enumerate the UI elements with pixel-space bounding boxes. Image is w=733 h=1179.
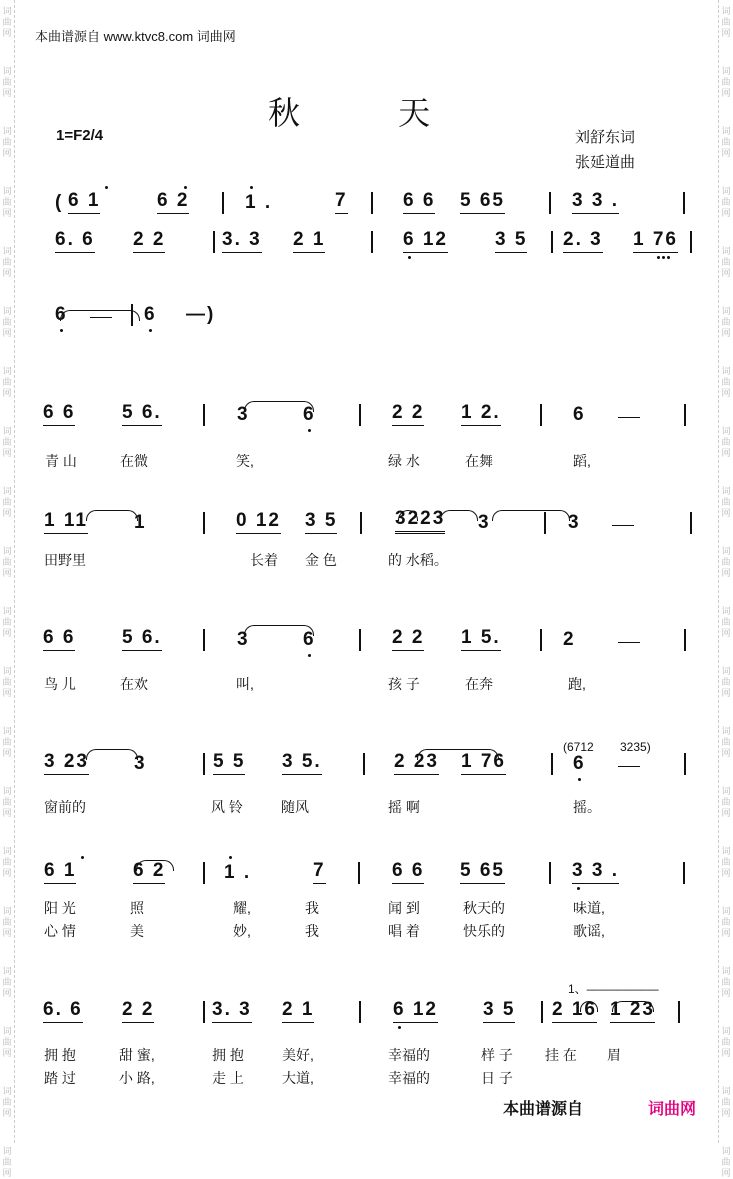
note-group: 3 3 . [572, 190, 619, 214]
watermark-glyphs: 词 曲 网 [2, 546, 12, 578]
watermark-glyphs: 词 曲 网 [721, 486, 731, 518]
note-group: 3 5. [282, 751, 322, 775]
note-group: 3 [134, 753, 147, 774]
note-group: 2. 3 [563, 229, 603, 253]
lyric-word: 在舞 [465, 453, 493, 469]
sustain-dash [618, 766, 640, 768]
watermark-glyphs: 词 曲 网 [721, 366, 731, 398]
barline [684, 629, 686, 651]
lyric-word: 样 子 [481, 1047, 513, 1063]
watermark-glyphs: 词 曲 网 [721, 666, 731, 698]
note-group: 3. 3 [222, 229, 262, 253]
barline [360, 512, 362, 534]
note-group: 3 3 . [572, 860, 619, 884]
slur-arc [244, 401, 314, 412]
sustain-dash [618, 417, 640, 419]
octave-dot-low [398, 1026, 401, 1029]
barline [371, 231, 373, 253]
watermark-glyphs: 词 曲 网 [2, 66, 12, 98]
lyric-word: 跑, [568, 676, 586, 692]
lyric-word: 孩 子 [388, 676, 420, 692]
watermark-glyphs: 词 曲 网 [721, 1026, 731, 1058]
notation-row [0, 225, 733, 265]
octave-dot-high [184, 186, 187, 189]
watermark-glyphs: 词 曲 网 [721, 246, 731, 278]
note-group: ( [55, 192, 64, 213]
lyric-word: 绿 水 [388, 453, 420, 469]
barline [203, 862, 205, 884]
note-group: 3 [237, 404, 250, 425]
watermark-glyphs: 词 曲 网 [2, 486, 12, 518]
sustain-dash [612, 525, 634, 527]
octave-dot-low [408, 256, 411, 259]
slur-arc [86, 749, 138, 760]
note-group: 3 5 [305, 510, 337, 534]
barline [683, 862, 685, 884]
note-group: 3. 3 [212, 999, 252, 1023]
slur-arc [136, 860, 174, 871]
barline [540, 404, 542, 426]
watermark-glyphs: 词 曲 网 [721, 1146, 731, 1178]
lyric-word: 心 情 [44, 923, 76, 939]
barline [359, 629, 361, 651]
note-group: 6 [55, 304, 68, 325]
watermark-glyphs: 词 曲 网 [2, 846, 12, 878]
barline [203, 629, 205, 651]
left-watermark-strip [0, 0, 15, 1178]
lyric-word: 蹈, [573, 453, 591, 469]
note-group: 6. 6 [55, 229, 95, 253]
footer-source-text: 本曲谱源自 [503, 1101, 584, 1118]
lyric-word: 小 路, [119, 1070, 155, 1086]
lyric-word: 幸福的 [388, 1047, 430, 1063]
watermark-glyphs: 词 曲 网 [721, 6, 731, 38]
lyric-word: 金 色 [305, 552, 337, 568]
barline [359, 1001, 361, 1023]
barline [203, 404, 205, 426]
watermark-glyphs: 词 曲 网 [2, 606, 12, 638]
notation-row [0, 186, 733, 226]
notation-row [0, 398, 733, 438]
lyric-word: 味道, [573, 900, 605, 916]
lyric-word: 风 铃 [211, 799, 243, 815]
note-group: 3 5 [483, 999, 515, 1023]
lyric-word: 眉 [607, 1047, 621, 1063]
watermark-glyphs: 词 曲 网 [2, 666, 12, 698]
lyric-word: 在奔 [465, 676, 493, 692]
lyric-word: 秋天的 [463, 900, 505, 916]
note-group: 6 1 [44, 860, 76, 884]
lyric-word: 的 水稻。 [388, 552, 448, 568]
barline [551, 231, 553, 253]
song-title: 秋 天 [268, 94, 475, 132]
barline [683, 192, 685, 214]
barline [359, 404, 361, 426]
note-group: 2 [563, 629, 576, 650]
note-group: 6 1 [68, 190, 100, 214]
octave-dot-low [657, 256, 660, 259]
note-group: 6 6 [392, 860, 424, 884]
octave-dot-high [81, 856, 84, 859]
note-group: —) [186, 304, 216, 325]
watermark-glyphs: 词 曲 网 [2, 1086, 12, 1118]
lyric-word: 笑, [236, 453, 254, 469]
lyricist-credit: 刘舒东词 [575, 129, 636, 146]
watermark-glyphs: 词 曲 网 [721, 726, 731, 758]
lyric-word: 拥 抱 [44, 1047, 76, 1063]
note-group: 1 5. [461, 627, 501, 651]
barline [540, 629, 542, 651]
barline [222, 192, 224, 214]
barline [203, 1001, 205, 1023]
lyric-word: 我 [305, 923, 319, 939]
note-group: 3 [237, 629, 250, 650]
barline [358, 862, 360, 884]
sustain-dash [618, 642, 640, 644]
note-group: 5 65 [460, 190, 505, 214]
watermark-glyphs: 词 曲 网 [721, 786, 731, 818]
octave-dot-low [308, 429, 311, 432]
note-group: 5 5 [213, 751, 245, 775]
composer-credit: 张延道曲 [575, 154, 636, 171]
watermark-glyphs: 词 曲 网 [2, 906, 12, 938]
note-group: 3 5 [495, 229, 527, 253]
note-group: 7 [313, 860, 326, 884]
notation-row [0, 856, 733, 896]
watermark-glyphs: 词 曲 网 [721, 906, 731, 938]
watermark-glyphs: 词 曲 网 [721, 426, 731, 458]
octave-dot-high [105, 186, 108, 189]
watermark-glyphs: 词 曲 网 [721, 546, 731, 578]
lyric-word: 摇。 [573, 799, 601, 815]
note-group: 5 6. [122, 402, 162, 426]
note-group: 3223 [395, 508, 445, 534]
watermark-glyphs: 词 曲 网 [721, 606, 731, 638]
lyric-word: 大道, [282, 1070, 314, 1086]
notation-row [0, 298, 733, 338]
lyric-word: 照 [130, 900, 144, 916]
notation-row [0, 506, 733, 546]
lyric-word: 闻 到 [388, 900, 420, 916]
notation-row [0, 623, 733, 663]
barline [684, 753, 686, 775]
barline [213, 231, 215, 253]
note-group: 6. 6 [43, 999, 83, 1023]
watermark-glyphs: 词 曲 网 [2, 366, 12, 398]
barline [684, 404, 686, 426]
watermark-glyphs: 词 曲 网 [2, 786, 12, 818]
note-group: 1 . [245, 192, 273, 213]
note-group: 2 2 [392, 627, 424, 651]
note-group: 2 23 [394, 751, 439, 775]
note-group: 2 16 [552, 999, 597, 1023]
note-group: 6 [303, 629, 316, 650]
slur-arc [60, 310, 140, 321]
slur-arc [440, 510, 478, 521]
watermark-glyphs: 词 曲 网 [2, 1026, 12, 1058]
barline [549, 862, 551, 884]
lyric-word: 唱 着 [388, 923, 420, 939]
note-group: 2 1 [293, 229, 325, 253]
octave-dot-low [149, 329, 152, 332]
barline [541, 1001, 543, 1023]
slur-arc [612, 1001, 654, 1012]
watermark-glyphs: 词 曲 网 [721, 126, 731, 158]
octave-dot-high [250, 186, 253, 189]
watermark-glyphs: 词 曲 网 [721, 306, 731, 338]
slur-arc [492, 510, 570, 521]
note-group: 6 [144, 304, 157, 325]
small-annotation: (6712 [563, 740, 594, 754]
lyric-word: 日 子 [481, 1070, 513, 1086]
note-group: 1 . [224, 862, 252, 883]
note-group: 1 23 [610, 999, 655, 1023]
note-group: 1 11 [44, 510, 88, 534]
note-group: 6 6 [43, 402, 75, 426]
slur-arc [86, 510, 138, 521]
lyric-word: 甜 蜜, [119, 1047, 155, 1063]
octave-dot-low [60, 329, 63, 332]
lyric-word: 幸福的 [388, 1070, 430, 1086]
note-group: 1 [134, 512, 147, 533]
note-group: 3 23 [44, 751, 89, 775]
octave-dot-low [662, 256, 665, 259]
note-group: 1 76 [633, 229, 678, 253]
octave-dot-high [229, 856, 232, 859]
note-group: 6 12 [393, 999, 438, 1023]
watermark-glyphs: 词 曲 网 [721, 66, 731, 98]
lyric-word: 长着 [250, 552, 278, 568]
lyric-word: 挂 在 [545, 1047, 577, 1063]
octave-dot-low [667, 256, 670, 259]
barline [371, 192, 373, 214]
note-group: 2 2 [392, 402, 424, 426]
watermark-glyphs: 词 曲 网 [721, 186, 731, 218]
note-group: 0 12 [236, 510, 281, 534]
lyric-word: 摇 啊 [388, 799, 420, 815]
barline [203, 512, 205, 534]
barline [678, 1001, 680, 1023]
slur-arc [580, 1001, 598, 1012]
lyric-word: 美好, [282, 1047, 314, 1063]
barline [203, 753, 205, 775]
lyric-word: 美 [130, 923, 144, 939]
lyric-word: 歌谣, [573, 923, 605, 939]
lyric-word: 叫, [236, 676, 254, 692]
barline [690, 231, 692, 253]
watermark-glyphs: 词 曲 网 [721, 1086, 731, 1118]
note-group: 5 65 [460, 860, 505, 884]
note-group: 6 [573, 404, 586, 425]
octave-dot-low [578, 778, 581, 781]
lyric-word: 窗前的 [44, 799, 86, 815]
barline [551, 753, 553, 775]
lyric-word: 随风 [281, 799, 309, 815]
note-group: 6 6 [43, 627, 75, 651]
footer-site-logo: 词曲网 [648, 1101, 697, 1118]
watermark-glyphs: 词 曲 网 [2, 726, 12, 758]
note-group: 6 [303, 404, 316, 425]
note-group: 2 2 [133, 229, 165, 253]
watermark-glyphs: 词 曲 网 [721, 846, 731, 878]
lyric-word: 拥 抱 [212, 1047, 244, 1063]
watermark-glyphs: 词 曲 网 [2, 186, 12, 218]
octave-dot-low [308, 654, 311, 657]
note-group: 6 12 [403, 229, 448, 253]
barline [363, 753, 365, 775]
lyric-word: 田野里 [44, 552, 86, 568]
note-group: 3 [478, 512, 491, 533]
watermark-glyphs: 词 曲 网 [2, 426, 12, 458]
small-annotation: 1、—————— [568, 982, 659, 996]
note-group: 1 76 [461, 751, 506, 775]
note-group: 6 6 [403, 190, 435, 214]
watermark-glyphs: 词 曲 网 [2, 246, 12, 278]
lyric-word: 青 山 [45, 453, 77, 469]
note-group: 1 2. [461, 402, 501, 426]
slur-arc [417, 749, 499, 760]
key-signature: 1=F2/4 [56, 127, 104, 144]
lyric-word: 在欢 [120, 676, 148, 692]
small-annotation: 3235) [620, 740, 651, 754]
octave-dot-low [577, 887, 580, 890]
note-group: 3 [568, 512, 581, 533]
note-group: 6 2 [157, 190, 189, 214]
note-group: 6 [573, 753, 586, 774]
note-group: 2 2 [122, 999, 154, 1023]
lyric-word: 鸟 儿 [44, 676, 76, 692]
watermark-glyphs: 词 曲 网 [721, 966, 731, 998]
watermark-glyphs: 词 曲 网 [2, 966, 12, 998]
note-group: 6 2 [133, 860, 165, 884]
lyric-word: 走 上 [212, 1070, 244, 1086]
note-group: 7 [335, 190, 348, 214]
right-watermark-strip [718, 0, 733, 1178]
slur-arc [244, 625, 314, 636]
note-group: 2 1 [282, 999, 314, 1023]
barline [690, 512, 692, 534]
lyric-word: 妙, [233, 923, 251, 939]
lyric-word: 在微 [120, 453, 148, 469]
lyric-word: 快乐的 [463, 923, 505, 939]
lyric-word: 耀, [233, 900, 251, 916]
lyric-word: 阳 光 [44, 900, 76, 916]
lyric-word: 踏 过 [44, 1070, 76, 1086]
watermark-glyphs: 词 曲 网 [2, 6, 12, 38]
lyric-word: 我 [305, 900, 319, 916]
watermark-glyphs: 词 曲 网 [2, 126, 12, 158]
watermark-glyphs: 词 曲 网 [2, 306, 12, 338]
source-line: 本曲谱源自 www.ktvc8.com 词曲网 [35, 29, 236, 44]
barline [549, 192, 551, 214]
watermark-glyphs: 词 曲 网 [2, 1146, 12, 1178]
note-group: 5 6. [122, 627, 162, 651]
